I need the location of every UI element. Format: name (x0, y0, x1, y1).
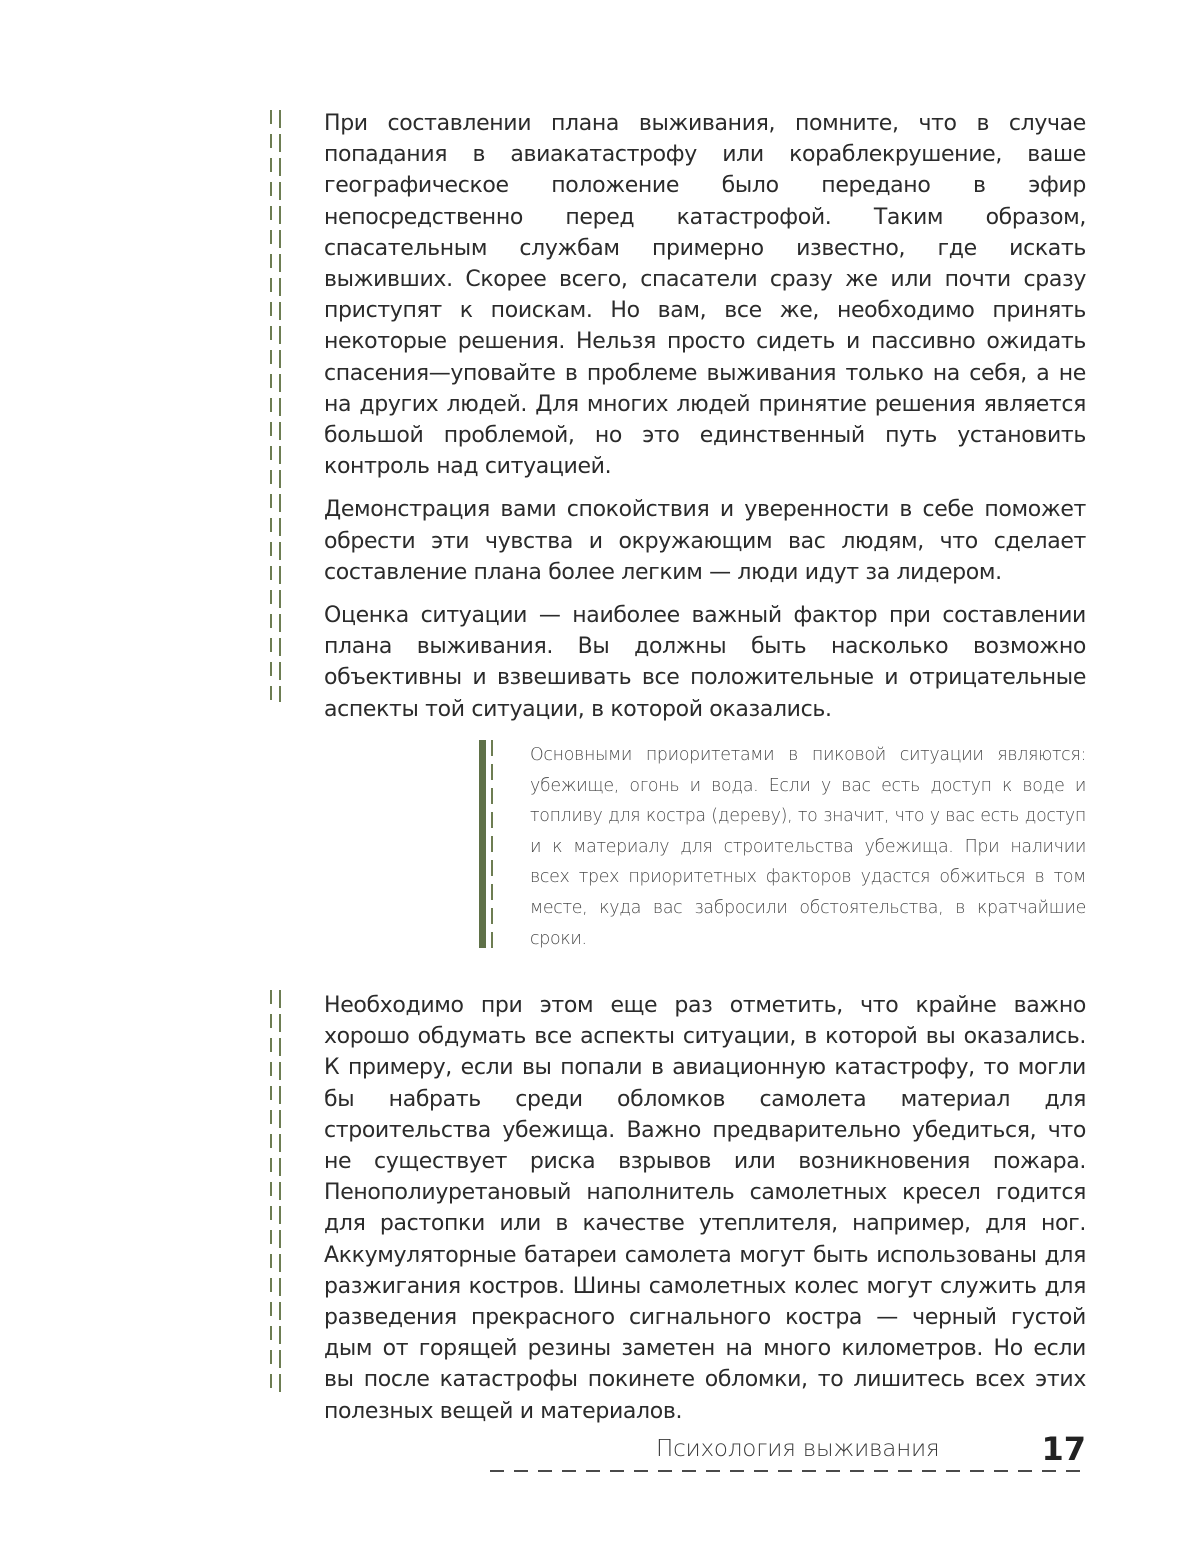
margin-rule-dashes-left (270, 990, 272, 1392)
section-1-paragraph-2: Демонстрация вами спокойствия и уверенности в себе поможет обрести эти чувства и окружающим вас людям, что сделает составление плана более легким — люди идут за лидером. (324, 497, 1086, 585)
section-2-paragraph-1: Необходимо при этом еще раз отметить, что крайне важно хорошо обдумать все аспекты ситуации, в которой вы оказались. К примеру, если вы попали в авиационную катастрофу, то могли бы набрать среди обломков самолета материал для строительства убежища. Важно предварительно убедиться, что не существует риска взрывов или возникновения пожара. Пенополиуретановый наполнитель самолетных кресел годится для растопки или в качестве утеплителя, например, для ног. Аккумуляторные батареи самолета могут быть использованы для разжигания костров. Шины самолетных колес могут служить для разведения прекрасного сигнального костра — черный густой дым от горящей резины заметен на много километров. Но если вы после катастрофы покинете обломки, то лишитесь всех этих полезных вещей и материалов. (324, 993, 1086, 1424)
callout-text: Основными приоритетами в пиковой ситуации являются: убежище, огонь и вода. Если у вас есть доступ к воде и топливу для костра (дереву), то значит, что у вас есть доступ и к материалу для строительства убежища. При наличии всех трех приоритетных факторов удастся обжиться в том месте, куда вас забросили обстоятельства, в кратчайшие сроки. (530, 745, 1086, 949)
section-2-text (324, 990, 1086, 1439)
callout-rule-dashes (491, 740, 493, 948)
page-number: 17 (1037, 1430, 1086, 1468)
section-1-paragraph-1: При составлении плана выживания, помните, что в случае попадания в авиакатастрофу или кораблекрушение, ваше географическое положение было передано в эфир непосредственно перед катастрофой. Таким образом, спасательным службам примерно известно, где искать выживших. Скорее всего, спасатели сразу же или почти сразу приступят к поискам. Но вам, все же, необходимо принять некоторые решения. Нельзя просто сидеть и пассивно ожидать спасения—уповайте в проблеме выживания только на себя, а не на других людей. Для многих людей принятие решения является большой проблемой, но это единственный путь установить контроль над ситуацией. (324, 111, 1086, 480)
callout-rule (479, 740, 493, 948)
margin-rule-dashes-left (270, 110, 272, 702)
section-1-text (324, 108, 1086, 737)
margin-rule-dashes-right (279, 110, 281, 702)
running-title: Психология выживания (652, 1436, 943, 1462)
callout-box (530, 740, 1086, 954)
margin-rule-dashes-right (279, 990, 281, 1392)
page-footer (490, 1432, 1086, 1482)
callout-rule-solid-bar (479, 740, 486, 948)
section-1-margin-rule (270, 110, 284, 702)
footer-dashed-line (490, 1470, 1086, 1472)
section-1-paragraph-3: Оценка ситуации — наиболее важный фактор при составлении плана выживания. Вы должны быть насколько возможно объективны и взвешивать все положительные и отрицательные аспекты той ситуации, в которой оказались. (324, 603, 1086, 722)
section-2-margin-rule (270, 990, 284, 1392)
